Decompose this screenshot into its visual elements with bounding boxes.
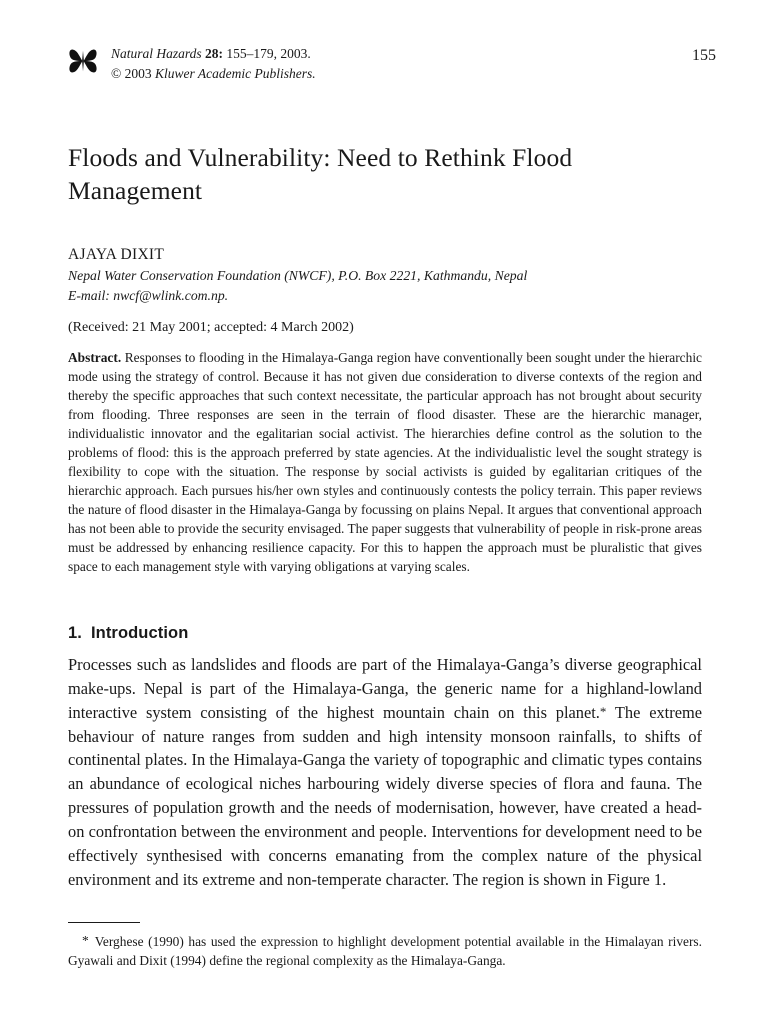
introduction-text-part-2: The extreme behaviour of nature ranges from sudden and high intensity monsoon rainfalls, to shifts of continental plates. In the Himalaya-Ganga the variety of topographic and climatic types contains an abundance of ecological niches harbouring widely diverse species of flora and fauna. The pressures of population growth and the needs of modernisation, however, have created a head-on confrontation between the environment and people. Interventions for development need to be effectively synthesised with concerns emanating from the complex nature of the physical environment and its extreme and non-temperate character. The region is shown in Figure 1. (68, 702, 702, 889)
section-number: 1. (68, 624, 82, 642)
author-block (68, 243, 708, 306)
introduction-text-part-1: Processes such as landslides and floods are part of the Himalaya-Ganga’s diverse geographical make-ups. Nepal is part of the Himalaya-Ganga, the generic name for a highland-lowland interactive system consisting of the highest mountain chain on this planet. (68, 655, 702, 722)
kluwer-butterfly-logo-icon (68, 46, 98, 76)
author-email: E-mail: nwcf@wlink.com.np. (68, 288, 229, 304)
article-title: Floods and Vulnerability: Need to Rethink Flood Management (68, 143, 573, 206)
copyright-year: 2003 (124, 65, 152, 81)
journal-citation-line-1 (111, 44, 316, 64)
journal-volume: 28: (205, 46, 224, 61)
footnote-separator-rule (68, 922, 140, 923)
abstract-body: Responses to flooding in the Himalaya-Ganga region have conventionally been sought under the hierarchic mode using the strategy of control. Because it has not given due consideration to diverse contexts of the region and thereby the specific approaches that such context necessitate, the particular approach has not brought about security from flooding. Three responses are seen in the terrain of flood disaster. These are the hierarchic manager, individualistic innovator and the egalitarian social activist. The hierarchies define control as the solution to the problems of flood: this is the approach preferred by state agencies. At the individualistic level the sought strategy is flexibility to cope with the situation. The response by social activists is guided by egalitarian critiques of the hierarchic approach. Each pursues his/her own styles and continuously contests the policy terrain. This paper reviews the nature of flood disaster in the Himalaya-Ganga by focussing on plains Nepal. It argues that conventional approach has not been able to provide the security envisaged. The paper suggests that vulnerability of people in risk-prone areas must be addressed by enhancing resilience capacity. For this to happen the approach must be pluralistic that gives space to each management style with varying obligations at varying scales. (68, 350, 702, 574)
journal-pages-year: 155–179, 2003. (226, 46, 311, 61)
publisher-name: Kluwer Academic Publishers. (155, 65, 316, 81)
introduction-paragraph (68, 653, 702, 892)
footnote (68, 931, 702, 970)
article-dates: (Received: 21 May 2001; accepted: 4 March 2002) (68, 320, 354, 335)
journal-title: Natural Hazards (111, 46, 202, 61)
author-name: AJAYA DIXIT (68, 246, 165, 263)
footnote-reference-marker: * (599, 703, 607, 719)
author-affiliation: Nepal Water Conservation Foundation (NWCF), P.O. Box 2221, Kathmandu, Nepal (68, 268, 528, 284)
journal-citation-line-2 (111, 64, 316, 84)
abstract (68, 349, 702, 577)
footnote-body: Verghese (1990) has used the expression to highlight development potential available in the Himalayan rivers. Gyawali and Dixit (1994) define the regional complexity as the Himalaya-Ganga. (68, 934, 702, 969)
copyright-symbol: © (111, 65, 122, 81)
footnote-area (68, 922, 702, 970)
journal-header (68, 44, 716, 83)
journal-identification (68, 44, 316, 83)
page-number: 155 (692, 47, 716, 64)
footnote-marker: * (82, 933, 89, 948)
section-heading-introduction (68, 624, 188, 643)
section-heading-label: Introduction (90, 624, 189, 642)
journal-citation-lines (111, 44, 316, 83)
abstract-label: Abstract. (68, 350, 122, 365)
